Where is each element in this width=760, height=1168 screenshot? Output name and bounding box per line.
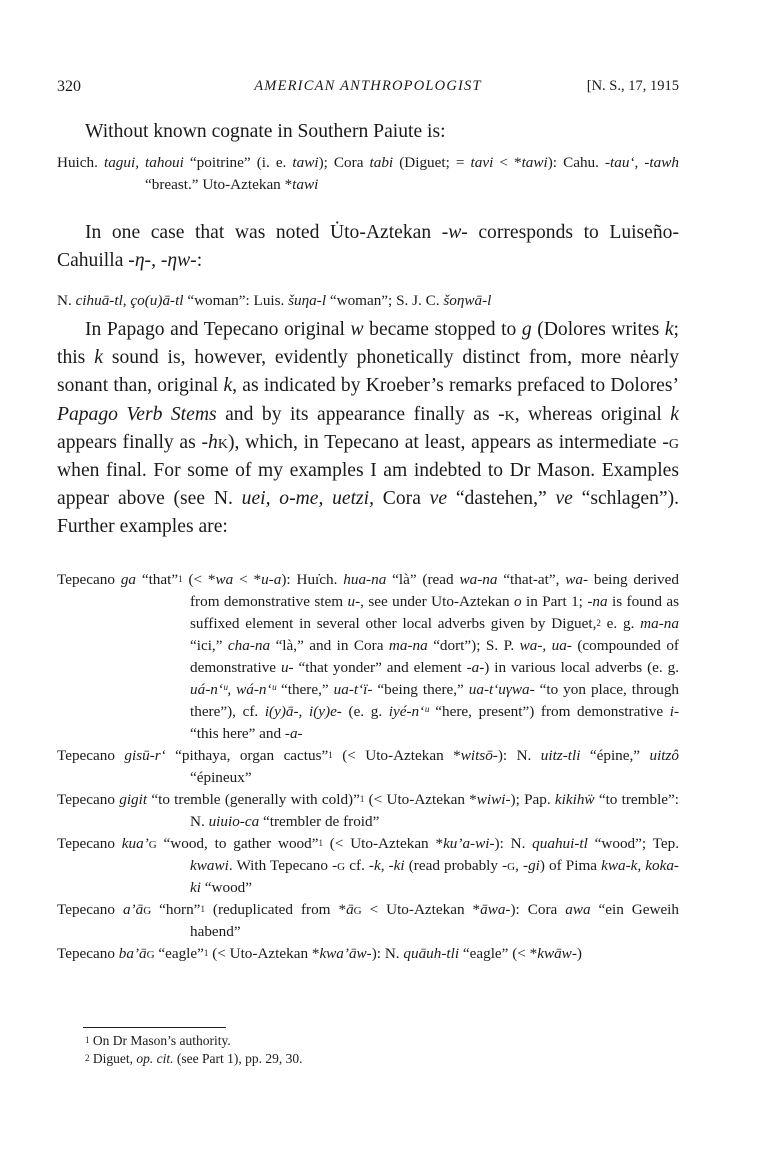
- section-intro: [57, 118, 679, 146]
- example-block: [57, 152, 679, 196]
- example-entry: Tepecano ba’āg “eagle”$^1$ (< Uto-Aztekan *kwa’āw-): N. quāuh-tli “eagle” (< *kwāw-): [57, 945, 582, 962]
- example-block: [57, 290, 679, 312]
- page-number: 320: [57, 78, 81, 95]
- paragraph: In Papago and Tepecano original w became stopped to g (Dolores writes k; this k sound is, however, evidently phonetically distinct from, more nėarly sonant than, original k, as indicated by Kroeber’s remarks prefaced to Dolores’ Papago Verb Stems and by its appearance finally as -k, whereas original k appears finally as -hk), which, in Tepecano at least, appears as intermediate -g when final. For some of my examples I am indebted to Dr Mason. Examples appear above (see N. uei, o-me, uetzi, Cora ve “dastehen,” ve “schlagen”). Further examples are:: [57, 319, 680, 538]
- examples-list: [57, 569, 679, 965]
- footnotes: [57, 1032, 679, 1068]
- footnote: $^2$ Diguet, op. cit. (see Part 1), pp. 29, 30.: [85, 1051, 303, 1066]
- example-entry: Tepecano gisū-r‘ “pithaya, organ cactus”$^1$ (< Uto-Aztekan *witsō-): N. uitz-tli “épine,” uitzô “épineux”: [57, 747, 680, 786]
- example-entry: Huich. tagui, tahoui “poitrine” (i. e. tawi); Cora tabi (Diguet; = tavi < *tawi): Cahu. -tau‘, -tawh “breast.” Uto-Aztekan *tawi: [57, 154, 679, 193]
- footnote: $^1$ On Dr Mason’s authority.: [85, 1033, 231, 1048]
- paragraph-block: [57, 316, 679, 542]
- journal-title: AMERICAN ANTHROPOLOGIST: [254, 78, 482, 94]
- paragraph: Without known cognate in Southern Paiute is:: [85, 121, 446, 142]
- example-entry: Tepecano kua’g “wood, to gather wood”$^1$ (< Uto-Aztekan *ku’a-wi-): N. quahui-tl “wood”; Tep. kwawi. With Tepecano -g cf. -k, -ki (read probably -g, -gi) of Pima kwa-k, koka-ki “wood”: [57, 835, 679, 896]
- example-entry: Tepecano ga “that”$^1$ (< *wa < *u-a): Huı̇ch. hua-na “là” (read wa-na “that-at”, wa- being derived from demonstrative stem u-, see under Uto-Aztekan o in Part 1; -na is found as suffixed element in several other local adverbs given by Diguet,$^2$ e. g. ma-na “ici,” cha-na “là,” and in Cora ma-na “dort”); S. P. wa-, ua- (compounded of demonstrative u- “that yonder” and element -a-) in various local adverbs (e. g. uá-n‘ᵘ, wá-n‘ᵘ “there,” ua-t‘ï- “being there,” ua-t‘uγwa- “to yon place, through there”), cf. i(y)ā-, i(y)e- (e. g. iyé-n‘ᵘ “here, present”) from demonstrative i- “this here” and -a-: [57, 571, 680, 742]
- example-entry: Tepecano a’āg “horn”$^1$ (reduplicated from *āg < Uto-Aztekan *āwa-): Cora awa “ein Geweih habend”: [57, 901, 680, 940]
- paragraph-block: [57, 219, 679, 275]
- example-entry: Tepecano gigit “to tremble (generally with cold)”$^1$ (< Uto-Aztekan *wiwi-); Pap. kikihẅ “to tremble”: N. uiuio-ca “trembler de froid”: [57, 791, 679, 830]
- footnote-divider: [83, 1027, 226, 1028]
- running-header: [57, 78, 679, 100]
- paragraph: In one case that was noted U̇to-Aztekan -w- corresponds to Luiseño-Cahuilla -η-, -ηw-:: [57, 222, 679, 271]
- example-entry: N. cihuā-tl, ço(u)ā-tl “woman”: Luis. šuηa-l “woman”; S. J. C. šoηwā-l: [57, 292, 492, 309]
- volume-info: [N. S., 17, 1915: [586, 78, 679, 94]
